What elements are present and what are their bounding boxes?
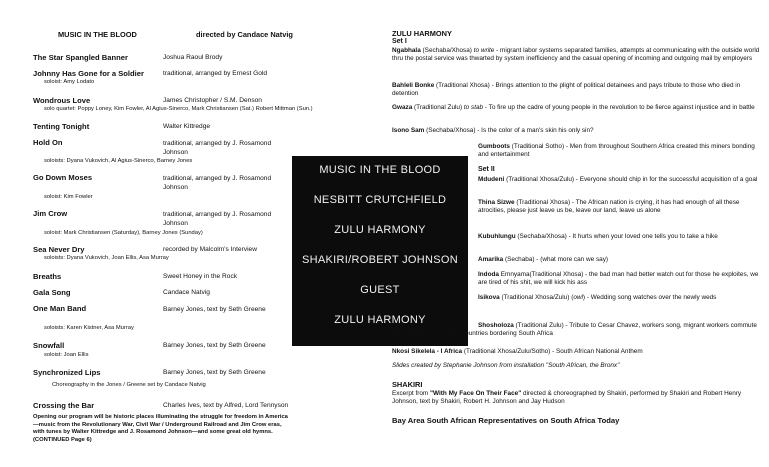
piece-note: soloist: Kim Fowler [44, 194, 93, 200]
zulu-title: ZULU HARMONY [392, 29, 452, 38]
piece-credit: Candace Natvig [163, 289, 210, 296]
song-entry: Amarika (Sechaba) - (what more can we say) [478, 256, 609, 263]
set-one-label: Set I [392, 38, 407, 45]
shakiri-title: SHAKIRI [392, 380, 423, 389]
song-entry: Nkosi Sikelela - I Africa (Traditional Xhosa/Zulu/Sotho) - South African National Anthem [392, 348, 643, 355]
piece-title: Gala Song [33, 288, 71, 297]
piece-note: soloist: Amy Lodato [44, 79, 95, 85]
piece-title: Breaths [33, 272, 62, 281]
piece-title: Snowfall [33, 341, 65, 350]
song-entry: Indoda Emnyama(Traditional Xhosa) - the bad man had better watch out for those he exploites, we are tired of his shit, we will kick his ass [478, 271, 759, 287]
piece-credit: traditional, arranged by Ernest Gold [163, 70, 268, 77]
piece-credit: traditional, arranged by J. Rosamond Johnson [163, 175, 272, 191]
piece-note: soloist: Joan Ellis [44, 352, 89, 358]
box-line: ZULU HARMONY [334, 224, 426, 236]
piece-title: Tenting Tonight [33, 122, 90, 131]
piece-title: Jim Crow [33, 209, 68, 218]
song-entry: Thina Sizwe (Traditional Xhosa) - The African nation is crying, it has had enough of all these atrocities, please just leave us be, leave our land, leave us alone [478, 199, 740, 215]
piece-note: soloists: Dyana Vukovich, Joan Ellis, Asa Murray [44, 255, 169, 261]
shakiri-description: Excerpt from "With My Face On Their Face" directed & choreographed by Shakiri, performed by Shakiri and Robert Henry Johnson, text by Shakiri, Robert H. Johnson and Jay Hudson [392, 390, 742, 406]
piece-credit: Barney Jones, text by Seth Greene [163, 342, 266, 349]
song-entry: Mdudeni (Traditional Xhosa/Zulu) - Everyone should chip in for the successful acquisition of a goal [478, 176, 758, 183]
piece-title: Sea Never Dry [33, 245, 85, 254]
song-entry: Kubuhlungu (Sechaba/Xhosa) - It hurts when your loved one tells you to take a hike [478, 233, 718, 240]
piece-note: soloists: Karen Kistner, Asa Murray [44, 325, 134, 331]
piece-title: Crossing the Bar [33, 401, 95, 410]
slides-credit: Slides created by Stephanie Johnson from installation "South African, the Bronx" [392, 362, 620, 369]
piece-credit: recorded by Malcolm's Interview [163, 246, 257, 253]
piece-title: Synchronized Lips [33, 368, 101, 377]
set-two-label: Set II [478, 166, 495, 173]
piece-title: Johnny Has Gone for a Soldier [33, 69, 144, 78]
piece-title: Go Down Moses [33, 173, 93, 182]
box-line: ZULU HARMONY [334, 314, 426, 326]
piece-credit: Barney Jones, text by Seth Greene [163, 369, 266, 376]
piece-credit: James Christopher / S.M. Denson [163, 97, 262, 104]
piece-note: soloists: Dyana Vukovich, Al Agius-Sinerco, Barney Jones [44, 158, 193, 164]
song-entry: Isono Sam (Sechaba/Xhosa) - Is the color of a man's skin his only sin? [392, 127, 594, 134]
piece-credit: traditional, arranged by J. Rosamond Johnson [163, 140, 272, 156]
song-entry: Ngabhala (Sechaba/Xhosa) to write - migrant labor systems separated families, attempts at communicating with the outside world thru the postal service was thwarted by system inefficiency and the casual opening of incoming and outgoing mail by employers [392, 47, 760, 63]
piece-title: Wondrous Love [33, 96, 91, 105]
piece-note: solo quartet: Poppy Loney, Kim Fowler, Al Agius-Sinerco, Mark Christiansen (Sat.) Robert Mittman (Sun.) [44, 106, 313, 112]
box-line: MUSIC IN THE BLOOD [319, 164, 441, 176]
piece-credit: Joshua Raoul Brody [163, 54, 223, 61]
song-entry: Gwaza (Traditional Zulu) to stab - To fire up the cadre of young people in the revolution to be fierce against injustice and in battle [392, 104, 755, 111]
song-entry: Isikova (Traditional Xhosa/Zulu) (owl) - Wedding song watches over the newly weds [478, 294, 717, 301]
song-entry: Bahleli Bonke (Traditional Xhosa) - Brings attention to the plight of political detainees and pays tribute to those who died in detention [392, 82, 741, 98]
bay-area-line: Bay Area South African Representatives on South Africa Today [392, 416, 620, 425]
piece-note: soloist: Mark Christiansen (Saturday), Barney Jones (Sunday) [44, 230, 203, 236]
piece-credit: Barney Jones, text by Seth Greene [163, 306, 266, 313]
box-line: SHAKIRI/ROBERT JOHNSON [302, 254, 458, 266]
piece-note: Choreography in the Jones / Greene set by Candace Natvig [52, 382, 206, 388]
program-footer-note: Opening our program will be historic places illuminating the struggle for freedom in America—music from the Revolutionary War, Civil War / Underground Railroad and Jim Crow eras, with tunes by Walter Kittredge and J. Rosamond Johnson—and some great old hymns. (CONTINUED Page 6) [33, 414, 288, 443]
piece-credit: Charles Ives, text by Alfred, Lord Tennyson [163, 402, 289, 409]
program-title: MUSIC IN THE BLOOD [58, 30, 137, 39]
piece-title: One Man Band [33, 304, 87, 313]
piece-credit: Sweet Honey in the Rock [163, 273, 238, 280]
piece-title: Hold On [33, 138, 63, 147]
song-entry: Gumboots (Traditional Sotho) - Men from throughout Southern Africa created this miners bonding and entertainment [478, 143, 755, 159]
piece-title: The Star Spangled Banner [33, 53, 128, 62]
piece-credit: Walter Kittredge [163, 123, 211, 130]
piece-credit: traditional, arranged by J. Rosamond Johnson [163, 211, 272, 227]
box-line: GUEST [360, 284, 400, 296]
program-director: directed by Candace Natvig [196, 30, 293, 39]
center-title-box [292, 156, 468, 346]
song-entry: Shosholoza (Traditional Zulu) - Tribute to Cesar Chavez, workers song, migrant workers commute by trainloads from many countries bordering South Africa [392, 322, 757, 338]
box-line: NESBITT CRUTCHFIELD [313, 194, 447, 206]
